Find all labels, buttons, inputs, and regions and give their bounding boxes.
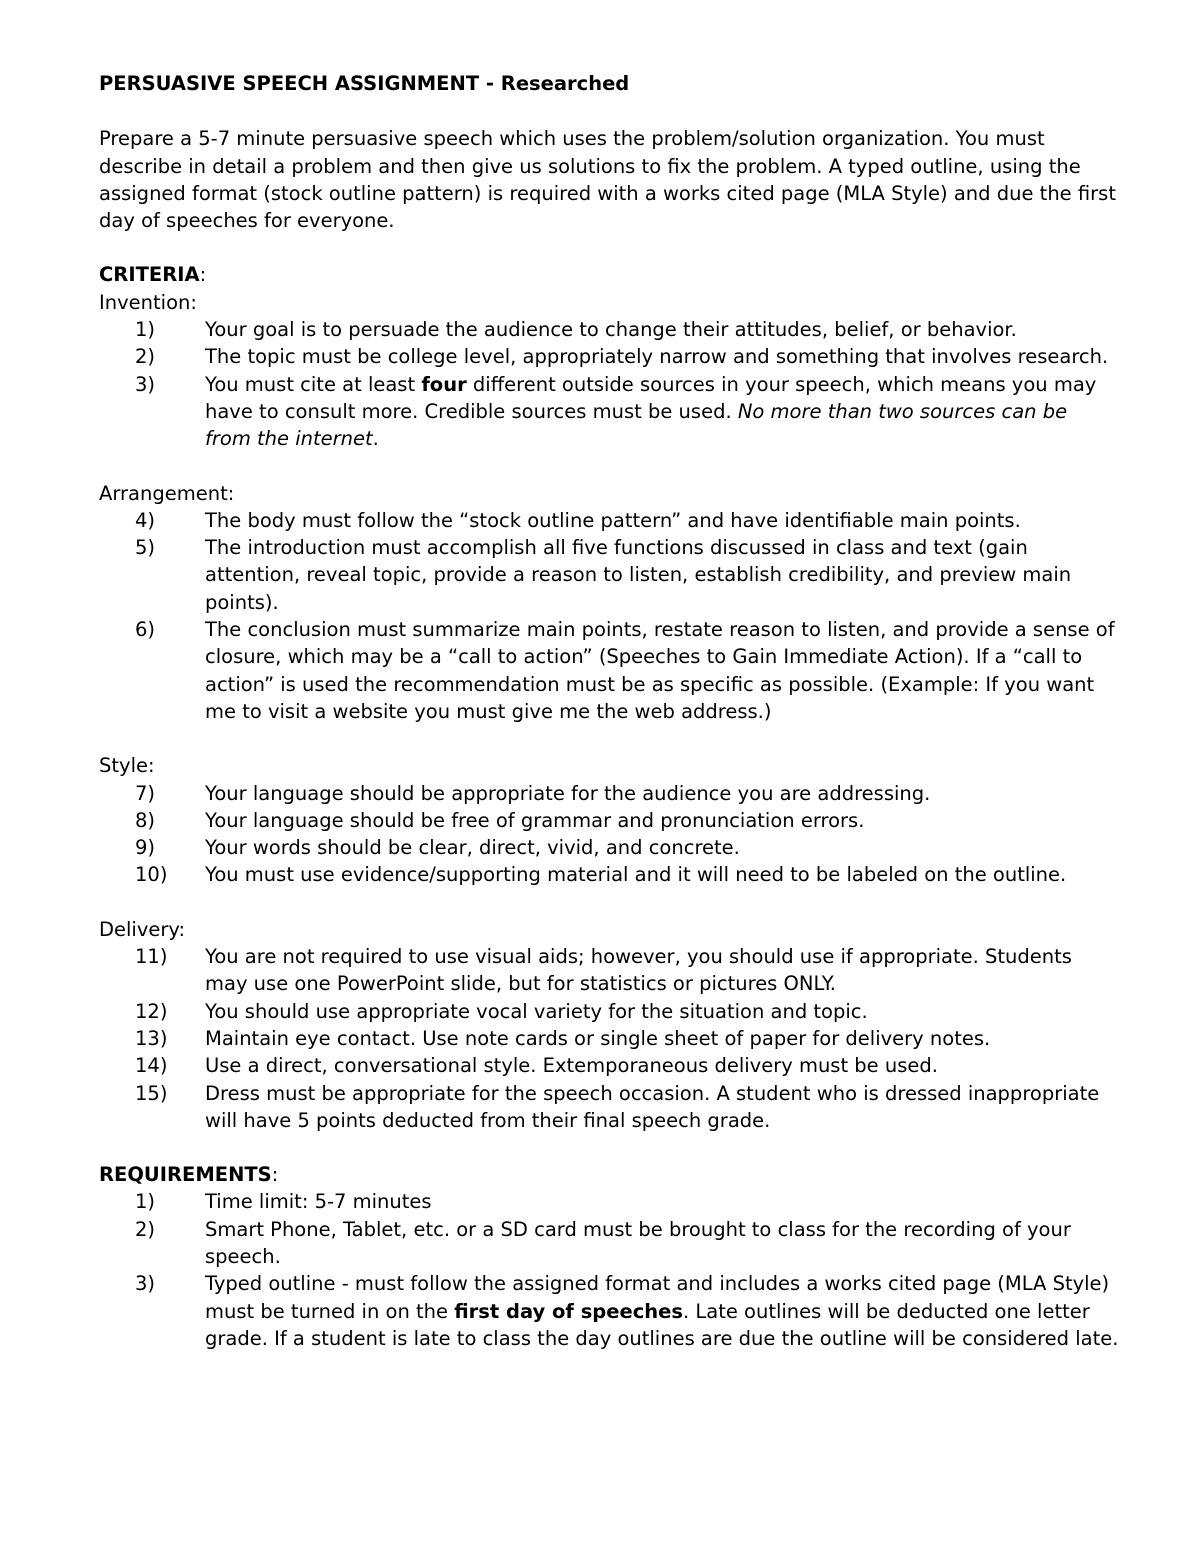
list-item [99, 507, 1119, 534]
invention-heading: Invention: [99, 290, 197, 314]
item-text: The conclusion must summarize main points, restate reason to listen, and provide a sense of closure, which may be a “call to action” (Speeches to Gain Immediate Action). If a “call to action” is used the recommendation must be as specific as possible. (Example: If you want me to visit a website you must give me the web address.) [205, 618, 1115, 723]
style-heading: Style: [99, 754, 155, 778]
item-text-part: . [372, 427, 379, 451]
intro-paragraph: Prepare a 5-7 minute persuasive speech which uses the problem/solution organization. You must describe in detail a problem and then give us solutions to fix the problem. A typed outline, using the assigned format (stock outline pattern) is required with a works cited page (MLA Style) and due the first day of speeches for everyone. [99, 127, 1116, 233]
item-text: The body must follow the “stock outline pattern” and have identifiable main points. [205, 508, 1021, 532]
document-title: PERSUASIVE SPEECH ASSIGNMENT - Researched [99, 72, 630, 95]
item-text: The introduction must accomplish all five functions discussed in class and text (gain attention, reveal topic, provide a reason to listen, establish credibility, and preview main points). [205, 536, 1072, 614]
list-item [99, 1080, 1119, 1135]
item-number: 3) [135, 1272, 156, 1296]
item-number: 1) [135, 1190, 156, 1214]
delivery-heading: Delivery: [99, 917, 186, 941]
list-item [99, 1216, 1119, 1271]
item-text: You must use evidence/supporting material and it will need to be labeled on the outline. [205, 863, 1067, 887]
requirements-heading-label: REQUIREMENTS [99, 1163, 272, 1187]
item-text: Your words should be clear, direct, vivid, and concrete. [205, 836, 740, 860]
spacer [99, 1134, 1119, 1161]
requirements-heading [99, 1161, 1119, 1188]
item-text-bold: four [421, 372, 467, 396]
item-number: 8) [135, 808, 156, 832]
item-text: Your language should be free of grammar and pronunciation errors. [205, 808, 865, 832]
item-number: 6) [135, 618, 156, 642]
item-number: 2) [135, 1217, 156, 1241]
item-text: Dress must be appropriate for the speech occasion. A student who is dressed inappropriate will have 5 points deducted from their final speech grade. [205, 1081, 1100, 1132]
item-text: Your language should be appropriate for the audience you are addressing. [205, 781, 931, 805]
item-text: The topic must be college level, appropriately narrow and something that involves research. [205, 345, 1109, 369]
criteria-heading-colon: : [199, 263, 207, 287]
list-item [99, 780, 1119, 807]
item-number: 1) [135, 318, 156, 342]
item-text: You are not required to use visual aids; however, you should use if appropriate. Students may use one PowerPoint slide, but for statistics or pictures ONLY. [205, 945, 1072, 996]
spacer [99, 97, 1119, 125]
item-number: 13) [135, 1026, 168, 1050]
item-text: Your goal is to persuade the audience to change their attitudes, belief, or behavior. [205, 318, 1017, 342]
spacer [99, 234, 1119, 261]
item-text-part: You must cite at least [205, 372, 422, 396]
list-item [99, 998, 1119, 1025]
item-text: Use a direct, conversational style. Extemporaneous delivery must be used. [205, 1054, 938, 1078]
criteria-heading [99, 261, 1119, 288]
list-item [99, 1188, 1119, 1215]
list-item [99, 616, 1119, 725]
item-number: 10) [135, 863, 168, 887]
item-number: 2) [135, 345, 156, 369]
list-item [99, 861, 1119, 888]
list-item [99, 834, 1119, 861]
item-text-part: different outside sources in your speech, which means you may have to consult more. Credible sources must be used. [205, 372, 1097, 423]
list-item [99, 316, 1119, 343]
list-item [99, 943, 1119, 998]
item-text: You should use appropriate vocal variety for the situation and topic. [205, 999, 868, 1023]
item-text: Smart Phone, Tablet, etc. or a SD card must be brought to class for the recording of your speech. [205, 1217, 1071, 1268]
item-number: 3) [135, 372, 156, 396]
arrangement-heading: Arrangement: [99, 481, 235, 505]
item-number: 15) [135, 1081, 168, 1105]
spacer [99, 889, 1119, 916]
item-text-italic: No more than two sources can be from the internet [205, 399, 1068, 451]
item-number: 12) [135, 999, 168, 1023]
item-text: Maintain eye contact. Use note cards or single sheet of paper for delivery notes. [205, 1026, 991, 1050]
list-item [99, 1052, 1119, 1079]
item-number: 9) [135, 836, 156, 860]
list-item [99, 534, 1119, 616]
item-number: 5) [135, 536, 156, 560]
item-number: 14) [135, 1054, 168, 1078]
item-number: 7) [135, 781, 156, 805]
item-text [205, 371, 1119, 453]
list-item [99, 807, 1119, 834]
list-item [99, 1270, 1119, 1352]
requirements-heading-colon: : [271, 1163, 279, 1187]
assignment-document [99, 70, 1119, 1352]
list-item [99, 371, 1119, 453]
list-item [99, 343, 1119, 370]
item-number: 11) [135, 945, 168, 969]
item-text: Time limit: 5-7 minutes [205, 1190, 432, 1214]
item-text-part: . Late outlines will be deducted one letter grade. If a student is late to class the day outlines are due the outline will be considered late. [205, 1299, 1119, 1350]
list-item [99, 1025, 1119, 1052]
spacer [99, 453, 1119, 480]
criteria-heading-label: CRITERIA [99, 263, 200, 287]
item-text [205, 1270, 1119, 1352]
spacer [99, 725, 1119, 752]
item-number: 4) [135, 508, 156, 532]
item-text-part: Typed outline - must follow the assigned format and includes a works cited page (MLA Style) must be turned in on the [205, 1272, 1110, 1323]
item-text-bold: first day of speeches [454, 1299, 683, 1323]
